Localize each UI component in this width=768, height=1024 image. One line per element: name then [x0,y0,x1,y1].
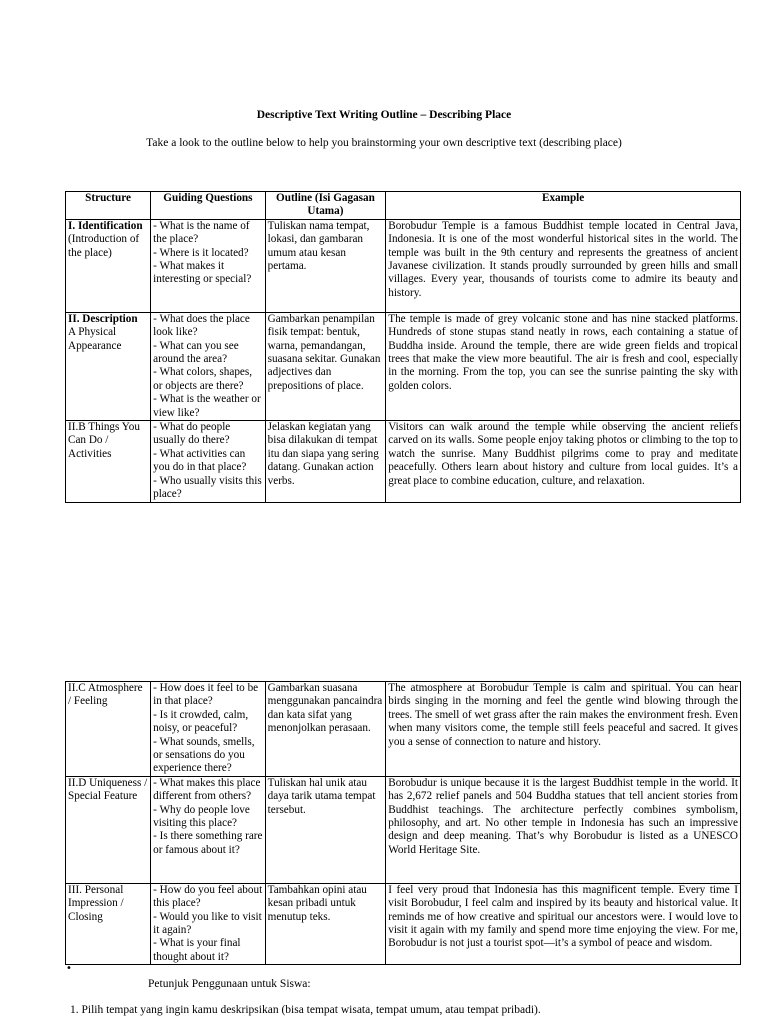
table-row [66,219,741,312]
structure-heading: II. Description [68,312,138,325]
outline-table-part-1 [65,191,741,503]
example-cell: I feel very proud that Indonesia has this magnificent temple. Every time I visit Borobudur, I feel calm and inspired by its beauty and historical value. It reminds me of how creative and spiritual our ancestors were. I would love to visit it again with my family and spend more time enjoying the view. For me, Borobudur is not just a tourist spot—it’s a symbol of peace and wisdom. [386,883,741,964]
structure-cell: II.C Atmosphere / Feeling [66,682,151,777]
example-cell: The temple is made of grey volcanic stone and has nine stacked platforms. Hundreds of stone stupas stand neatly in rows, each containing a statue of Buddha inside. Around the temple, there are wide green fields and tropical trees that make the view more beautiful. The air is fresh and cool, especially in the morning. From the top, you can see the sunrise painting the sky with golden colors. [386,312,741,420]
structure-cell: II.D Uniqueness / Special Feature [66,776,151,883]
bullet-icon: • [66,963,72,974]
structure-cell [66,312,151,420]
structure-cell: II.B Things You Can Do / Activities [66,421,151,502]
outline-cell: Tuliskan hal unik atau daya tarik utama tempat tersebut. [265,776,386,883]
questions-cell: - How do you feel about this place? - Would you like to visit it again? - What is your final thought about it? [151,883,266,964]
questions-cell: - How does it feel to be in that place? - Is it crowded, calm, noisy, or peaceful? - What sounds, smells, or sensations do you experience there? [151,682,266,777]
outline-table-part-2 [65,681,741,965]
example-cell: Borobudur Temple is a famous Buddhist temple located in Central Java, Indonesia. It is one of the most wonderful historical sites in the world. The temple was built in the 9th century and represents the greatness of ancient Javanese civilization. It stands proudly surrounded by green hills and small villages. Every year, thousands of tourists come to admire its beauty and history. [386,219,741,312]
structure-subheading: (Introduction of the place) [68,233,140,259]
header-guiding-questions: Guiding Questions [151,192,266,220]
outline-cell: Tambahkan opini atau kesan pribadi untuk menutup teks. [265,883,386,964]
questions-cell: - What is the name of the place? - Where is it located? - What makes it interesting or special? [151,219,266,312]
page-title: Descriptive Text Writing Outline – Describing Place [256,109,512,121]
instruction-step-1: 1. Pilih tempat yang ingin kamu deskripsikan (bisa tempat wisata, tempat umum, atau tempat pribadi). [70,1004,541,1016]
page-subtitle: Take a look to the outline below to help you brainstorming your own descriptive text (describing place) [146,137,622,149]
header-example: Example [386,192,741,220]
instructions-title: Petunjuk Penggunaan untuk Siswa: [148,978,311,990]
table-row [66,421,741,502]
table-header-row [66,192,741,220]
outline-cell: Gambarkan suasana menggunakan pancaindra dan kata sifat yang menonjolkan perasaan. [265,682,386,777]
structure-cell [66,219,151,312]
table-row [66,883,741,964]
structure-cell: III. Personal Impression / Closing [66,883,151,964]
table-row [66,776,741,883]
structure-subheading: A Physical Appearance [68,326,122,352]
questions-cell: - What makes this place different from others? - Why do people love visiting this place? - Is there something rare or famous about it? [151,776,266,883]
header-outline: Outline (Isi Gagasan Utama) [265,192,386,220]
example-cell: Visitors can walk around the temple while observing the ancient reliefs carved on its walls. Some people enjoy taking photos or climbing to the top to watch the sunrise. Many Buddhist pilgrims come to pray and meditate peacefully. Others learn about history and culture from local guides. It’s a great place to combine education, culture, and relaxation. [386,421,741,502]
structure-heading: I. Identification [68,219,143,232]
table-row [66,312,741,420]
table-row [66,682,741,777]
questions-cell: - What do people usually do there? - What activities can you do in that place? - Who usually visits this place? [151,421,266,502]
example-cell: Borobudur is unique because it is the largest Buddhist temple in the world. It has 2,672 relief panels and 504 Buddha statues that tell ancient stories from Buddhist teachings. The architecture perfectly combines symbolism, philosophy, and art. No other temple in Indonesia has such an impressive design and deep meaning. That’s why Borobudur is listed as a UNESCO World Heritage Site. [386,776,741,883]
outline-cell: Tuliskan nama tempat, lokasi, dan gambaran umum atau kesan pertama. [265,219,386,312]
example-cell: The atmosphere at Borobudur Temple is calm and spiritual. You can hear birds singing in the morning and feel the gentle wind blowing through the trees. The smell of wet grass after the rain makes the environment fresh. Even when many visitors come, the temple still feels peaceful and sacred. It gives you a sense of connection to nature and history. [386,682,741,777]
outline-cell: Jelaskan kegiatan yang bisa dilakukan di tempat itu dan siapa yang sering datang. Gunakan action verbs. [265,421,386,502]
header-structure: Structure [66,192,151,220]
questions-cell: - What does the place look like? - What can you see around the area? - What colors, shapes, or objects are there? - What is the weather or view like? [151,312,266,420]
outline-cell: Gambarkan penampilan fisik tempat: bentuk, warna, pemandangan, suasana sekitar. Gunakan adjectives dan prepositions of place. [265,312,386,420]
